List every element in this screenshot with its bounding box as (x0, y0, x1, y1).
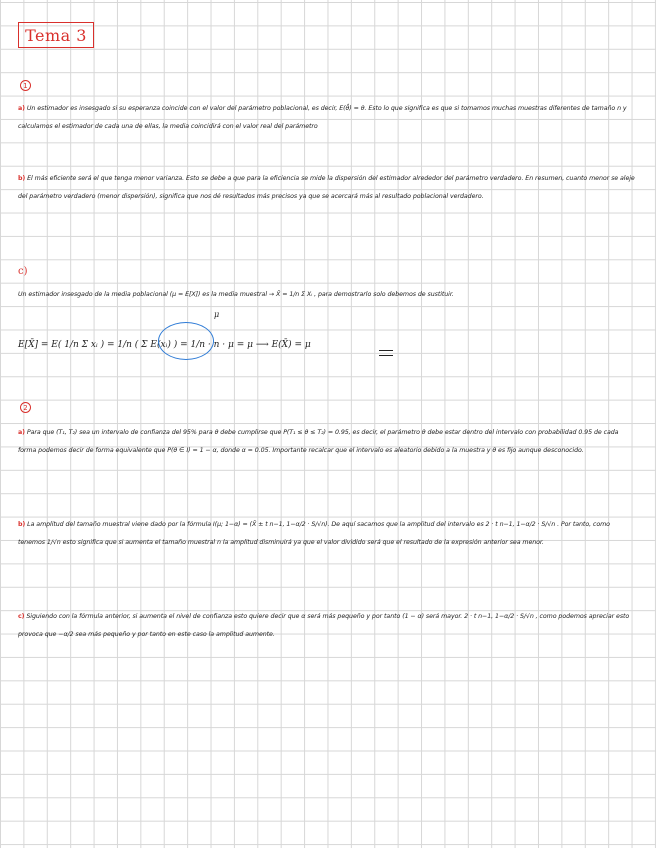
formula-expectation: E[X̄] = E( 1/n Σ xᵢ ) = 1/n ( Σ E(xᵢ) ) = 1/n · n · μ = μ ⟶ E(X̄) = μ (18, 340, 311, 350)
answer-2a (18, 424, 636, 459)
answer-2b-text: La amplitud del tamaño muestral viene dado por la fórmula I(μ; 1−α) = (X̄ ± t n−1, 1−α/2 · S/√n). De aquí sacamos que la amplitud del intervalo es 2 · t n−1, 1−α/2 · S/√n . Por tanto, como tenemos 1/√n esto significa que si aumenta el tamaño muestral n la amplitud disminuirá ya que el valor dividido será que el resultado de la expresión anterior sea menor. (18, 521, 610, 546)
answer-2b-tag: b) (18, 521, 26, 528)
answer-1b-tag: b) (18, 175, 26, 182)
section-number-1: 1 (20, 80, 31, 91)
answer-1a-tag: a) (18, 105, 25, 112)
formula-result-underline (379, 350, 393, 356)
section-number-2: 2 (20, 402, 31, 413)
answer-2c-text: Siguiendo con la fórmula anterior, si aumenta el nivel de confianza esto quiere decir que α será más pequeño y por tanto (1 − α) será mayor. 2 · t n−1, 1−α/2 · S/√n , como podemos apreciar esto provoca que −α/2 sea más pequeño y por tanto en este caso la amplitud aumente. (18, 613, 630, 638)
answer-1a (18, 100, 636, 135)
formula-highlight-circle (158, 322, 214, 360)
answer-2a-text: Para que (T₁, T₂) sea un intervalo de confianza del 95% para θ debe cumplirse que P(T₁ ≤ θ ≤ T₂) = 0.95, es decir, el parámetro θ debe estar dentro del intervalo con probabilidad 0.95 de cada forma podemos decir de forma equivalente que P(θ ∈ I) = 1 − α, donde α = 0.05. Importante recalcar que el intervalo es aleatorio debido a la muestra y θ es fijo aunque desconocido. (18, 429, 619, 454)
answer-1b (18, 170, 636, 205)
answer-2a-tag: a) (18, 429, 25, 436)
answer-2c-tag: c) (18, 613, 25, 620)
answer-1a-text: Un estimador es insesgado si su esperanza coincide con el valor del parámetro poblacional, es decir, E(θ̂) = θ. Esto lo que significa es que si tomamos muchas muestras diferentes de tamaño n y calculamos el estimador de cada una de ellas, la media coincidirá con el valor real del parámetro (18, 105, 627, 130)
answer-2b (18, 516, 636, 551)
answer-1c-text: Un estimador insesgado de la media poblacional (μ = E[X]) es la media muestral → X̄ = 1/n Σ Xᵢ , para demostrarlo solo debemos de sustituir. (18, 291, 454, 298)
answer-1b-text: El más eficiente será el que tenga menor varianza. Esto se debe a que para la eficiencia se mide la dispersión del estimador alrededor del parámetro verdadero. En resumen, cuanto menor se aleje del parámetro verdadero (menor dispersión), significa que nos dé resultados más precisos ya que se acercará más al resultado poblacional verdadero. (18, 175, 635, 200)
answer-2c (18, 608, 636, 643)
formula-annotation: μ (214, 310, 220, 319)
answer-1c-label: c) (18, 266, 28, 277)
page-title: Tema 3 (18, 22, 94, 48)
